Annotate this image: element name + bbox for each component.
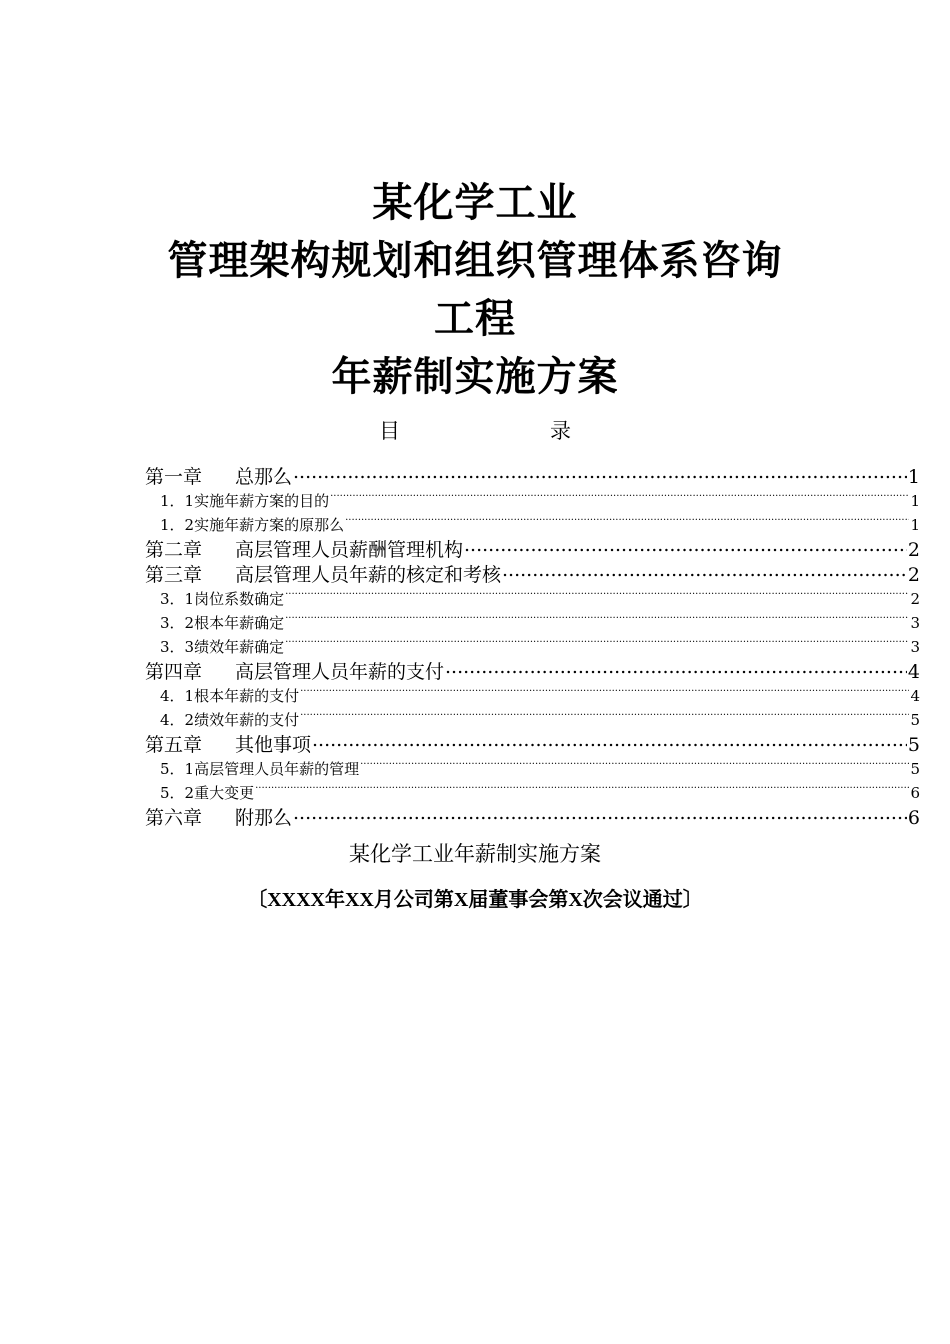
toc-page-number: 3 [910, 638, 920, 656]
toc-heading-left: 目 [379, 419, 400, 443]
toc-chapter-entry[interactable] [145, 464, 920, 489]
body-document-subtitle: 〔XXXX年XX月公司第X届董事会第X次会议通过〕 [247, 889, 703, 911]
toc-entry-number: 第六章 [145, 807, 203, 829]
title-line-1: 某化学工业 [372, 180, 578, 226]
toc-entry-text: 高层管理人员年薪的管理 [194, 760, 360, 778]
toc-entry-number: 3．1 [160, 590, 195, 608]
toc-entry-text: 根本年薪的支付 [194, 687, 300, 705]
toc-leader-dots [300, 710, 909, 725]
toc-page-number: 6 [910, 784, 920, 802]
toc-entry-text: 实施年薪方案的目的 [194, 492, 330, 510]
toc-entry-text: 高层管理人员年薪的核定和考核 [235, 564, 502, 586]
toc-page-number: 1 [907, 466, 920, 488]
toc-chapter-entry[interactable] [145, 805, 920, 830]
table-of-contents [145, 464, 920, 830]
toc-leader-dots [330, 491, 909, 506]
toc-section-entry[interactable] [145, 757, 920, 781]
toc-section-entry[interactable] [145, 781, 920, 805]
toc-entry-text: 其他事项 [235, 734, 312, 756]
toc-page-number: 3 [910, 614, 920, 632]
toc-page-number: 5 [910, 711, 920, 729]
toc-entry-number: 4．1 [160, 687, 195, 705]
toc-page-number: 5 [910, 760, 920, 778]
toc-entry-text: 总那么 [235, 466, 293, 488]
toc-section-entry[interactable] [145, 611, 920, 635]
toc-entry-text: 绩效年薪的支付 [194, 711, 300, 729]
toc-leader-dots [360, 759, 909, 774]
toc-entry-text: 实施年薪方案的原那么 [194, 516, 345, 534]
toc-entry-text: 绩效年薪确定 [194, 638, 285, 656]
toc-page-number: 2 [907, 564, 920, 586]
toc-entry-number: 4．2 [160, 711, 195, 729]
toc-leader-dots [345, 515, 909, 530]
toc-entry-text: 根本年薪确定 [194, 614, 285, 632]
toc-entry-text: 高层管理人员年薪的支付 [235, 661, 445, 683]
toc-entry-number: 1．2 [160, 516, 195, 534]
toc-section-entry[interactable] [145, 708, 920, 732]
toc-entry-number: 1．1 [160, 492, 195, 510]
toc-entry-number: 3．2 [160, 614, 195, 632]
toc-entry-text: 高层管理人员薪酬管理机构 [235, 539, 464, 561]
toc-section-entry[interactable] [145, 513, 920, 537]
toc-chapter-entry[interactable] [145, 732, 920, 757]
toc-chapter-entry[interactable] [145, 562, 920, 587]
toc-page-number: 4 [907, 661, 920, 683]
toc-leader-dots [312, 732, 907, 751]
toc-entry-number: 第五章 [145, 734, 203, 756]
toc-entry-number: 5．2 [160, 784, 195, 802]
toc-page-number: 1 [910, 516, 920, 534]
toc-page-number: 6 [907, 807, 920, 829]
toc-section-entry[interactable] [145, 587, 920, 611]
toc-entry-number: 第一章 [145, 466, 203, 488]
toc-leader-dots [502, 562, 907, 581]
toc-section-entry[interactable] [145, 489, 920, 513]
toc-leader-dots [285, 613, 909, 628]
toc-entry-text: 附那么 [235, 807, 293, 829]
toc-leader-dots [300, 686, 909, 701]
toc-leader-dots [445, 659, 907, 678]
toc-chapter-entry[interactable] [145, 537, 920, 562]
toc-section-entry[interactable] [145, 635, 920, 659]
toc-entry-text: 重大变更 [194, 784, 255, 802]
toc-entry-number: 第二章 [145, 539, 203, 561]
toc-entry-number: 3．3 [160, 638, 195, 656]
toc-leader-dots [255, 783, 909, 798]
toc-chapter-entry[interactable] [145, 659, 920, 684]
toc-page-number: 4 [910, 687, 920, 705]
toc-page-number: 2 [907, 539, 920, 561]
toc-page-number: 2 [910, 590, 920, 608]
toc-page-number: 5 [907, 734, 920, 756]
title-line-2: 管理架构规划和组织管理体系咨询 [167, 238, 783, 284]
title-line-3: 工程 [434, 296, 516, 342]
toc-section-entry[interactable] [145, 684, 920, 708]
toc-leader-dots [293, 805, 907, 824]
toc-entry-number: 5．1 [160, 760, 195, 778]
toc-heading-right: 录 [550, 419, 571, 443]
toc-heading [0, 416, 950, 446]
toc-entry-number: 第四章 [145, 661, 203, 683]
toc-entry-number: 第三章 [145, 564, 203, 586]
toc-leader-dots [285, 637, 909, 652]
document-title [0, 174, 950, 406]
body-document-title: 某化学工业年薪制实施方案 [349, 842, 601, 866]
toc-leader-dots [464, 537, 907, 556]
toc-entry-text: 岗位系数确定 [194, 590, 285, 608]
toc-leader-dots [285, 589, 909, 604]
toc-leader-dots [293, 464, 907, 483]
title-line-4: 年薪制实施方案 [331, 354, 619, 400]
toc-page-number: 1 [910, 492, 920, 510]
